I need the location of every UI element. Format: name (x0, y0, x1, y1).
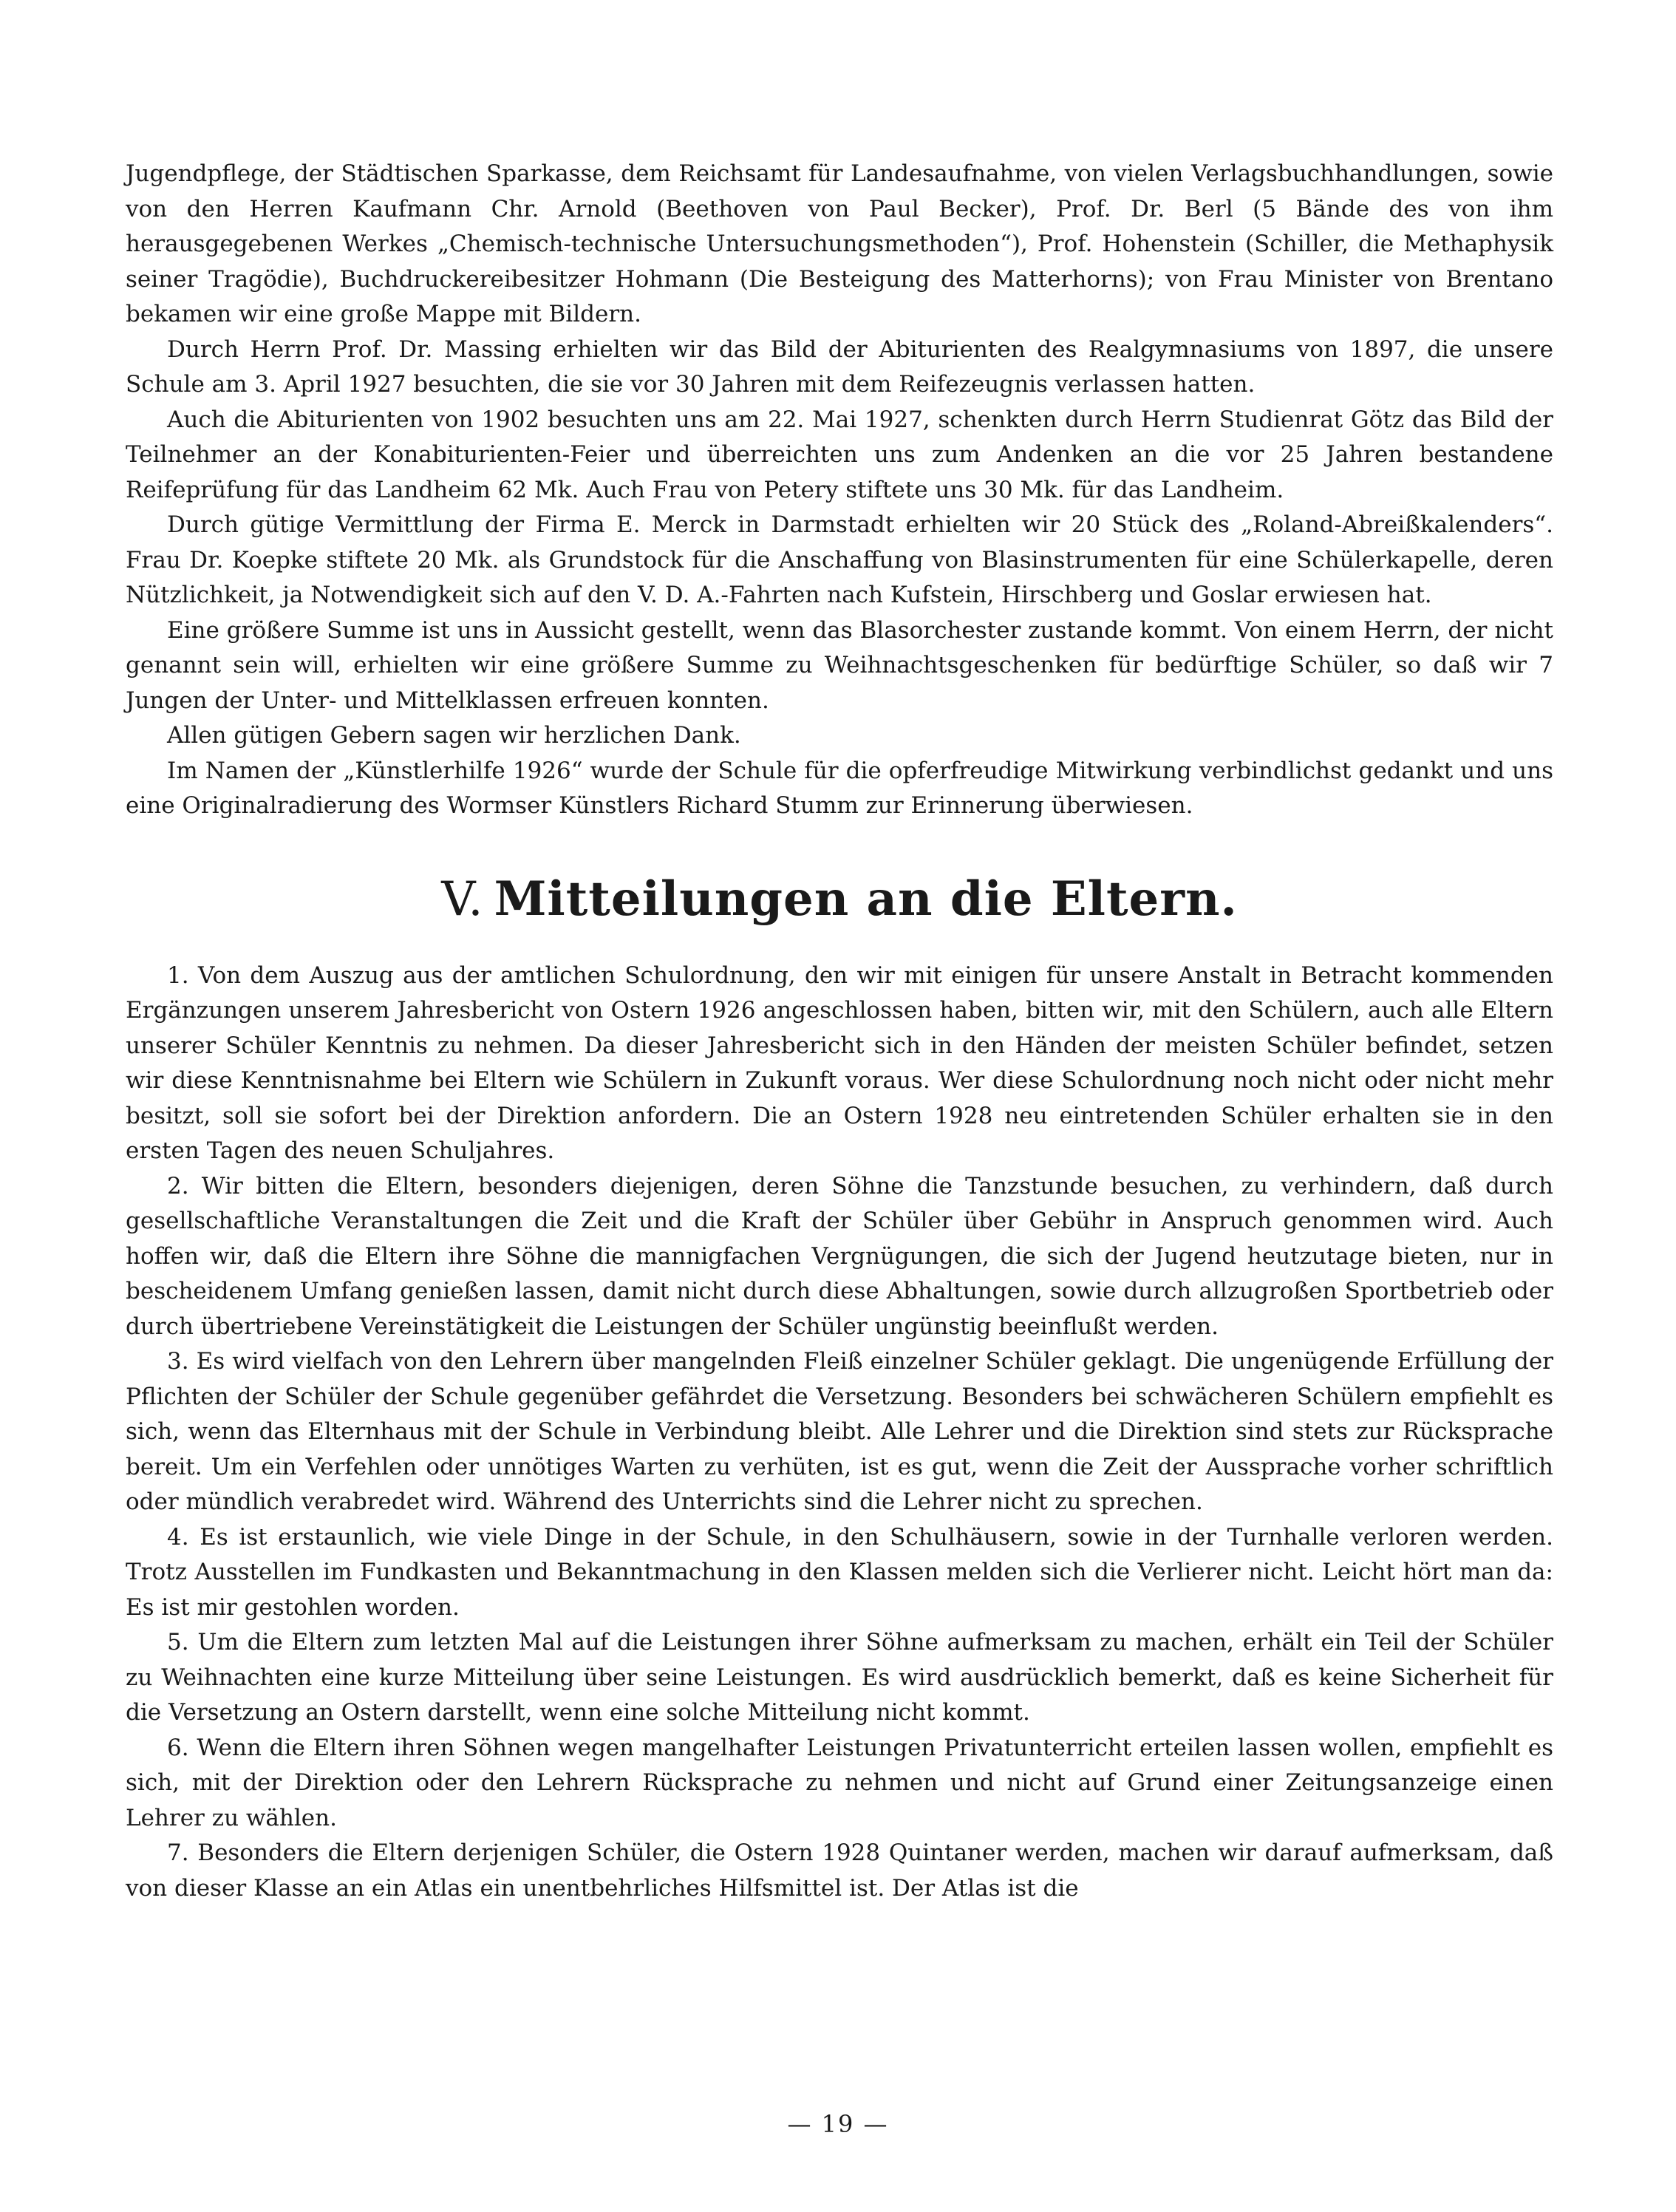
paragraph-abiturienten-1897: Durch Herrn Prof. Dr. Massing erhielten wir das Bild der Abiturienten des Realgymnasiums von 1897, die unsere Schule am 3. April 1927 besuchten, die sie vor 30 Jahren mit dem Reifezeugnis verlassen hatten. (126, 336, 1553, 398)
list-item-7: 7. Besonders die Eltern derjenigen Schüler, die Ostern 1928 Quintaner werden, machen wir darauf aufmerksam, daß von dieser Klasse an ein Atlas ein unentbehrliches Hilfsmittel ist. Der Atlas ist die (126, 1840, 1553, 1902)
list-item-3: 3. Es wird vielfach von den Lehrern über mangelnden Fleiß einzelner Schüler geklagt. Die ungenügende Erfüllung der Pflichten der Schüler der Schule gegenüber gefährdet die Versetzung. Besonders bei schwächeren Schülern empfiehlt es sich, wenn das Elternhaus mit der Schule in Verbindung bleibt. Alle Lehrer und die Direktion sind stets zur Rücksprache bereit. Um ein Verfehlen oder unnötiges Warten zu verhüten, ist es gut, wenn die Zeit der Aussprache vorher schriftlich oder mündlich verabredet wird. Während des Unterrichts sind die Lehrer nicht zu sprechen. (126, 1348, 1553, 1515)
paragraph-merck-donation: Durch gütige Vermittlung der Firma E. Merck in Darmstadt erhielten wir 20 Stück des „Roland-Abreißkalenders“. Frau Dr. Koepke stiftete 20 Mk. als Grundstock für die Anschaffung von Blasinstrumenten für eine Schülerkapelle, deren Nützlichkeit, ja Notwendigkeit sich auf den V. D. A.-Fahrten nach Kufstein, Hirschberg und Goslar erwiesen hat. (126, 511, 1553, 608)
section-heading (126, 870, 1553, 929)
section-title: Mitteilungen an die Eltern. (494, 871, 1238, 927)
paragraph-donors-list: Jugendpflege, der Städtischen Sparkasse, dem Reichsamt für Landesaufnahme, von vielen Verlagsbuchhandlungen, sowie von den Herren Kaufmann Chr. Arnold (Beethoven von Paul Becker), Prof. Dr. Berl (5 Bände des von ihm herausgegebenen Werkes „Chemisch-technische Untersuchungsmethoden“), Prof. Hohenstein (Schiller, die Methaphysik seiner Tragödie), Buchdruckereibesitzer Hohmann (Die Besteigung des Matterhorns); von Frau Minister von Brentano bekamen wir eine große Mappe mit Bildern. (126, 160, 1553, 327)
section-number: V. (441, 871, 484, 927)
list-item-6: 6. Wenn die Eltern ihren Söhnen wegen mangelhafter Leistungen Privatunterricht erteilen lassen wollen, empfiehlt es sich, mit der Direktion oder den Lehrern Rücksprache zu nehmen und nicht auf Grund einer Zeitungsanzeige einen Lehrer zu wählen. (126, 1734, 1553, 1831)
list-item-5: 5. Um die Eltern zum letzten Mal auf die Leistungen ihrer Söhne aufmerksam zu machen, erhält ein Teil der Schüler zu Weihnachten eine kurze Mitteilung über seine Leistungen. Es wird ausdrücklich bemerkt, daß es keine Sicherheit für die Versetzung an Ostern darstellt, wenn eine solche Mitteilung nicht kommt. (126, 1629, 1553, 1726)
paragraph-abiturienten-1902: Auch die Abiturienten von 1902 besuchten uns am 22. Mai 1927, schenkten durch Herrn Studienrat Götz das Bild der Teilnehmer an der Konabiturienten-Feier und überreichten uns zum Andenken an die vor 25 Jahren bestandene Reifeprüfung für das Landheim 62 Mk. Auch Frau von Petery stiftete uns 30 Mk. für das Landheim. (126, 406, 1553, 503)
document-page (126, 157, 1553, 1906)
list-item-2: 2. Wir bitten die Eltern, besonders diejenigen, deren Söhne die Tanzstunde besuchen, zu verhindern, daß durch gesellschaftliche Veranstaltungen die Zeit und die Kraft der Schüler über Gebühr in Anspruch genommen wird. Auch hoffen wir, daß die Eltern ihre Söhne die mannigfachen Vergnügungen, die sich der Jugend heutzutage bieten, nur in bescheidenem Umfang genießen lassen, damit nicht durch diese Abhaltungen, sowie durch allzugroßen Sportbetrieb oder durch übertriebene Vereinstätigkeit die Leistungen der Schüler ungünstig beeinflußt werden. (126, 1172, 1553, 1340)
paragraph-blasorchester: Eine größere Summe ist uns in Aussicht gestellt, wenn das Blasorchester zustande kommt. Von einem Herrn, der nicht genannt sein will, erhielten wir eine größere Summe zu Weihnachtsgeschenken für bedürftige Schüler, so daß wir 7 Jungen der Unter- und Mittelklassen erfreuen konnten. (126, 616, 1553, 714)
list-item-4: 4. Es ist erstaunlich, wie viele Dinge in der Schule, in den Schulhäusern, sowie in der Turnhalle verloren werden. Trotz Ausstellen im Fundkasten und Bekanntmachung in den Klassen melden sich die Verlierer nicht. Leicht hört man da: Es ist mir gestohlen worden. (126, 1523, 1553, 1621)
paragraph-thanks: Allen gütigen Gebern sagen wir herzlichen Dank. (167, 722, 741, 749)
list-item-1: 1. Von dem Auszug aus der amtlichen Schulordnung, den wir mit einigen für unsere Anstalt in Betracht kommenden Ergänzungen unserem Jahresbericht von Ostern 1926 angeschlossen haben, bitten wir, mit den Schülern, auch alle Eltern unserer Schüler Kenntnis zu nehmen. Da dieser Jahresbericht sich in den Händen der meisten Schüler befindet, setzen wir diese Kenntnisnahme bei Eltern wie Schülern in Zukunft voraus. Wer diese Schulordnung noch nicht oder nicht mehr besitzt, soll sie sofort bei der Direktion anfordern. Die an Ostern 1928 neu eintretenden Schüler erhalten sie in den ersten Tagen des neuen Schuljahres. (126, 962, 1553, 1164)
paragraph-kuenstlerhilfe: Im Namen der „Künstlerhilfe 1926“ wurde der Schule für die opferfreudige Mitwirkung verbindlichst gedankt und uns eine Originalradierung des Wormser Künstlers Richard Stumm zur Erinnerung überwiesen. (126, 757, 1553, 819)
page-number: — 19 — (787, 2110, 889, 2138)
